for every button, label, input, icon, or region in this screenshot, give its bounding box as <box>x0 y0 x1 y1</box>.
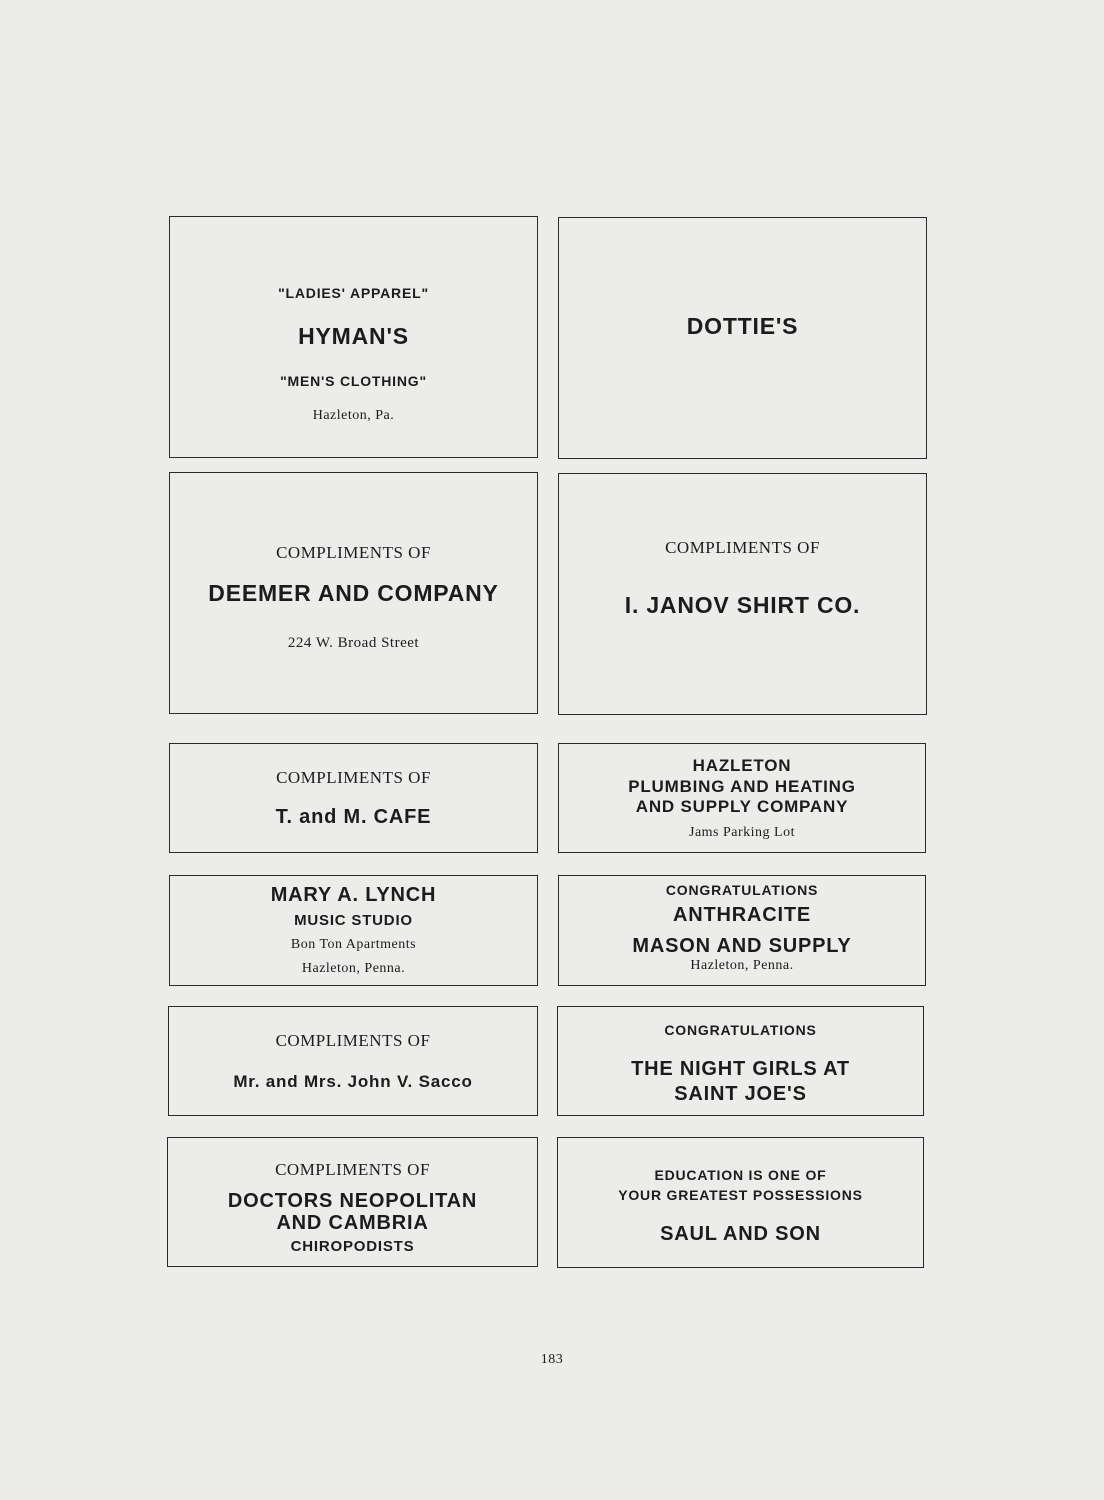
ad-business-name-line: AND SUPPLY COMPANY <box>635 797 849 816</box>
ad-intro: COMPLIMENTS OF <box>276 768 431 787</box>
ad-address: 224 W. Broad Street <box>287 635 420 651</box>
ad-business-name-line: MASON AND SUPPLY <box>632 935 852 957</box>
ad-location: Hazleton, Penna. <box>301 961 406 976</box>
ad-business-name-line: DOCTORS NEOPOLITAN <box>227 1190 478 1212</box>
ad-hymans <box>169 216 538 458</box>
ad-address: Bon Ton Apartments <box>290 937 417 952</box>
ad-intro: COMPLIMENTS OF <box>275 1160 430 1179</box>
ad-tm-cafe <box>169 743 538 853</box>
page-number: 183 <box>540 1352 564 1367</box>
ad-location: Jams Parking Lot <box>689 825 795 840</box>
ad-business-name: DOTTIE'S <box>686 313 799 339</box>
ad-dotties <box>558 217 927 459</box>
ad-mary-lynch <box>169 875 538 986</box>
ad-business-name-line: PLUMBING AND HEATING <box>628 777 856 796</box>
ad-intro: COMPLIMENTS OF <box>665 538 820 557</box>
ad-tagline: "LADIES' APPAREL" <box>278 285 429 301</box>
ad-business-name-line: SAINT JOE'S <box>674 1083 807 1105</box>
ad-business-name: MARY A. LYNCH <box>270 884 437 906</box>
ad-business-name-line: HAZLETON <box>692 756 792 775</box>
ad-night-girls <box>557 1006 924 1116</box>
ad-slogan-line: EDUCATION IS ONE OF <box>654 1167 827 1183</box>
ad-subtitle: CHIROPODISTS <box>290 1238 415 1255</box>
ad-business-name: SAUL AND SON <box>660 1223 821 1245</box>
ad-intro: COMPLIMENTS OF <box>275 1031 431 1050</box>
ad-janov <box>558 473 927 715</box>
ad-intro: CONGRATULATIONS <box>664 1022 817 1038</box>
ad-business-name-line: THE NIGHT GIRLS AT <box>631 1058 850 1080</box>
ad-business-name: T. and M. CAFE <box>275 806 432 828</box>
ad-business-name: Mr. and Mrs. John V. Sacco <box>233 1072 473 1091</box>
ad-business-name-line: ANTHRACITE <box>673 904 811 926</box>
ad-business-name: HYMAN'S <box>298 323 409 349</box>
ad-saul-and-son <box>557 1137 924 1268</box>
ad-location: Hazleton, Penna. <box>690 958 794 973</box>
ad-subtitle: MUSIC STUDIO <box>294 912 413 929</box>
ad-doctors <box>167 1137 538 1267</box>
ad-business-name: DEEMER AND COMPANY <box>208 580 499 606</box>
ad-anthracite <box>558 875 926 986</box>
ad-sacco <box>168 1006 538 1116</box>
ad-location: Hazleton, Pa. <box>312 408 395 423</box>
ad-hazleton-plumbing <box>558 743 926 853</box>
ad-intro: CONGRATULATIONS <box>665 882 819 898</box>
ad-tagline: "MEN'S CLOTHING" <box>280 373 427 389</box>
ad-slogan-line: YOUR GREATEST POSSESSIONS <box>618 1187 863 1203</box>
ad-business-name-line: AND CAMBRIA <box>276 1212 429 1234</box>
ad-intro: COMPLIMENTS OF <box>276 543 431 562</box>
ad-business-name: I. JANOV SHIRT CO. <box>624 592 861 618</box>
ad-deemer <box>169 472 538 714</box>
